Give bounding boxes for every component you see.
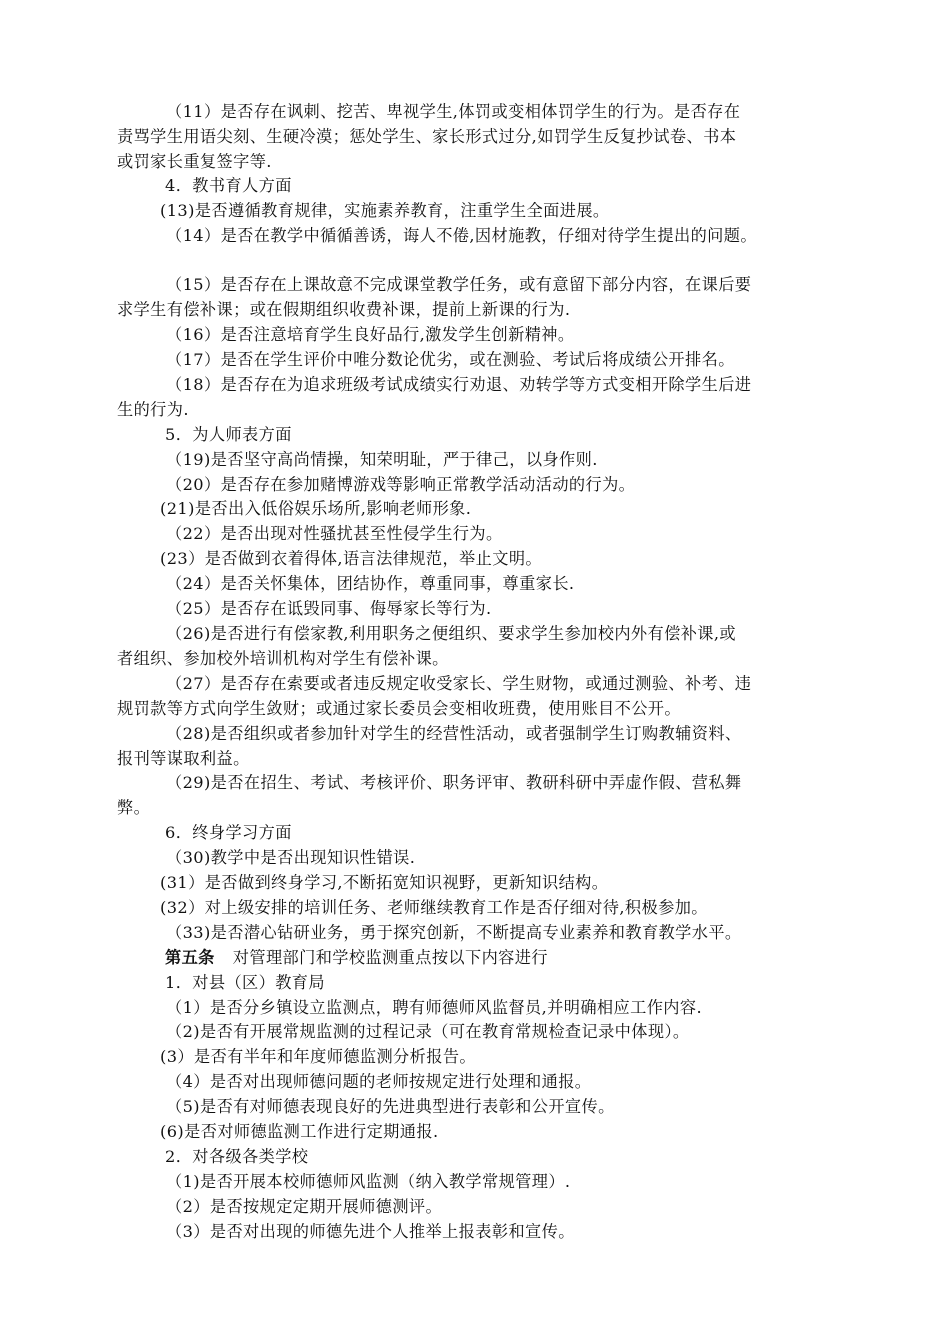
text-line: 生的行为.: [117, 400, 189, 419]
section-heading: 6．终身学习方面: [165, 823, 292, 842]
text-line: (21)是否出入低俗娱乐场所,影响老师形象.: [160, 499, 472, 518]
text-line: (23）是否做到衣着得体,语言法律规范，举止文明。: [160, 549, 542, 568]
text-line: （26)是否进行有偿家教,利用职务之便组织、要求学生参加校内外有偿补课,或: [166, 624, 737, 643]
article-number: 第五条: [165, 948, 215, 967]
text-line: (32）对上级安排的培训任务、老师继续教育工作是否仔细对待,积极参加。: [160, 898, 708, 917]
text-line: 弊。: [117, 798, 151, 817]
text-line: (13)是否遵循教育规律，实施素养教育，注重学生全面进展。: [160, 201, 610, 220]
text-line: （14）是否在教学中循循善诱，诲人不倦,因材施教，仔细对待学生提出的问题。: [166, 226, 757, 245]
text-line: （30)教学中是否出现知识性错误.: [166, 848, 416, 867]
text-line: （18）是否存在为追求班级考试成绩实行劝退、劝转学等方式变相开除学生后进: [166, 375, 752, 394]
section-heading: 2．对各级各类学校: [165, 1147, 309, 1166]
text-line: （17）是否在学生评价中唯分数论优劣，或在测验、考试后将成绩公开排名。: [166, 350, 735, 369]
text-line: （4）是否对出现师德问题的老师按规定进行处理和通报。: [166, 1072, 592, 1091]
text-line: （33)是否潜心钻研业务，勇于探究创新，不断提高专业素养和教育教学水平。: [166, 923, 742, 942]
article-title: 对管理部门和学校监测重点按以下内容进行: [232, 948, 548, 967]
section-heading: 4．教书育人方面: [165, 176, 292, 195]
text-line: （2)是否有开展常规监测的过程记录（可在教育常规检查记录中体现）。: [166, 1022, 690, 1041]
text-line: （22）是否出现对性骚扰甚至性侵学生行为。: [166, 524, 503, 543]
text-line: 者组织、参加校外培训机构对学生有偿补课。: [117, 649, 449, 668]
text-line: 或罚家长重复签字等.: [117, 152, 272, 171]
text-line: （20）是否存在参加赌博游戏等影响正常教学活动活动的行为。: [166, 475, 636, 494]
text-line: （19)是否坚守高尚情操，知荣明耻，严于律己，以身作则.: [166, 450, 598, 469]
text-line: （28)是否组织或者参加针对学生的经营性活动，或者强制学生订购教辅资料、: [166, 724, 742, 743]
text-line: （2）是否按规定定期开展师德测评。: [166, 1197, 443, 1216]
article-heading: [165, 946, 883, 970]
text-line: （25）是否存在诋毁同事、侮辱家长等行为.: [166, 599, 492, 618]
text-line: (6)是否对师德监测工作进行定期通报.: [160, 1122, 439, 1141]
text-line: （24）是否关怀集体，团结协作，尊重同事，尊重家长.: [166, 574, 575, 593]
text-line: 责骂学生用语尖刻、生硬冷漠；惩处学生、家长形式过分,如罚学生反复抄试卷、书本: [117, 127, 737, 146]
text-line: （15）是否存在上课故意不完成课堂教学任务，或有意留下部分内容，在课后要: [166, 275, 752, 294]
text-line: （27）是否存在索要或者违反规定收受家长、学生财物，或通过测验、补考、违: [166, 674, 752, 693]
text-line: （29)是否在招生、考试、考核评价、职务评审、教研科研中弄虚作假、营私舞: [166, 773, 742, 792]
section-heading: 5．为人师表方面: [165, 425, 292, 444]
text-line: 规罚款等方式向学生敛财；或通过家长委员会变相收班费，使用账目不公开。: [117, 699, 681, 718]
text-line: 求学生有偿补课；或在假期组织收费补课，提前上新课的行为.: [117, 300, 571, 319]
text-line: (3）是否有半年和年度师德监测分析报告。: [160, 1047, 476, 1066]
text-line: （11）是否存在讽刺、挖苦、卑视学生,体罚或变相体罚学生的行为。是否存在: [166, 102, 741, 121]
text-line: （16）是否注意培育学生良好品行,激发学生创新精神。: [166, 325, 575, 344]
text-line: （1）是否分乡镇设立监测点，聘有师德师风监督员,并明确相应工作内容.: [166, 998, 702, 1017]
section-heading: 1．对县（区）教育局: [165, 973, 325, 992]
text-line: （1)是否开展本校师德师风监测（纳入教学常规管理）.: [166, 1172, 571, 1191]
text-line: （5)是否有对师德表现良好的先进典型进行表彰和公开宣传。: [166, 1097, 615, 1116]
text-line: 报刊等谋取利益。: [117, 749, 250, 768]
text-line: （3）是否对出现的师德先进个人推举上报表彰和宣传。: [166, 1222, 575, 1241]
text-line: (31）是否做到终身学习,不断拓宽知识视野，更新知识结构。: [160, 873, 609, 892]
